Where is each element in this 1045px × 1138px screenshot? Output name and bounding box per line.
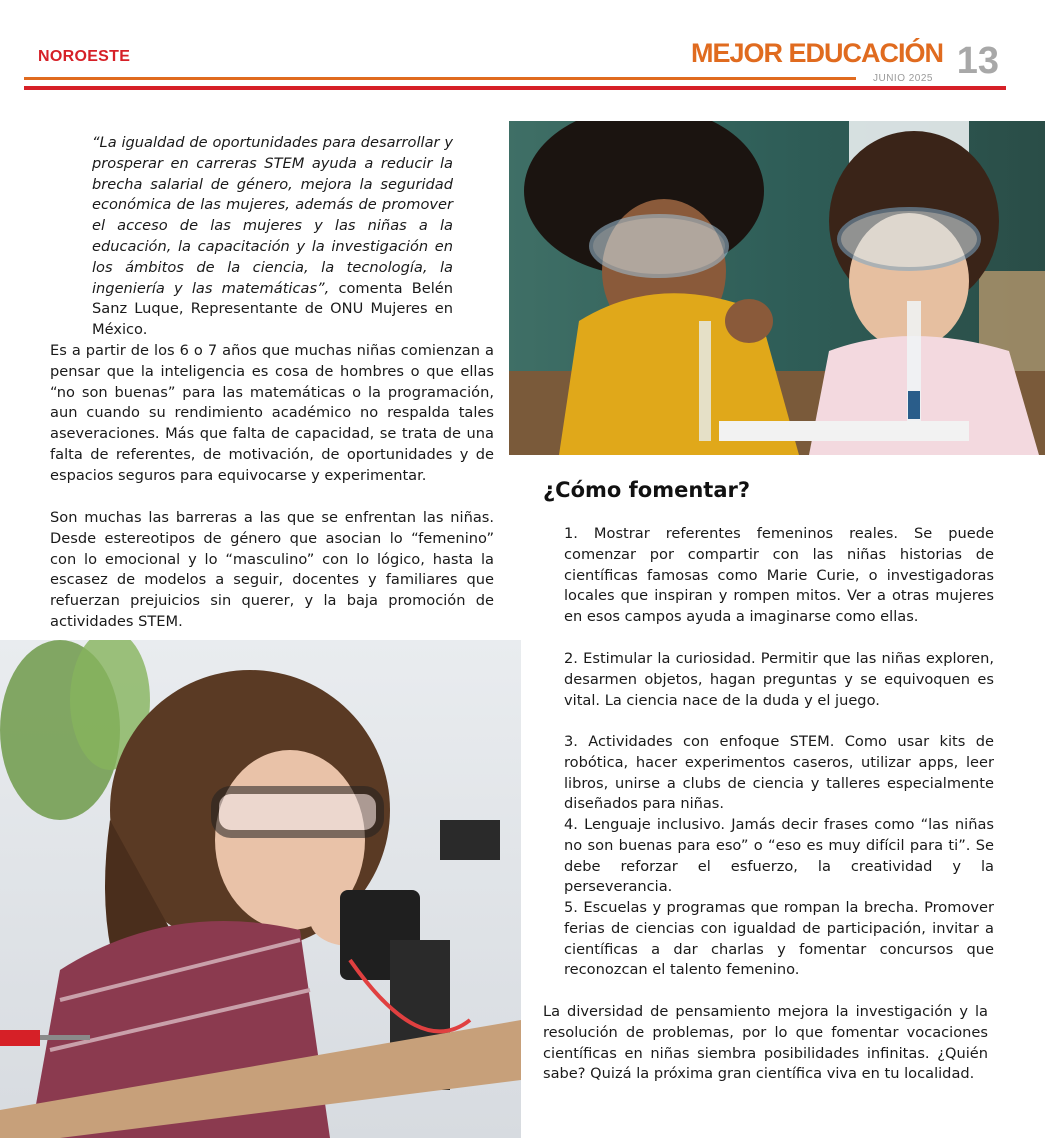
photo-girl-robotics: [0, 640, 521, 1138]
closing-paragraph: La diversidad de pensamiento mejora la investigación y la resolución de problemas, por lo que fomentar vocaciones científicas en niñas siembra posibilidades infinitas. ¿Quién sabe? Quizá la próxima gran científica viva en tu localidad.: [543, 1003, 988, 1083]
quote-text: “La igualdad de oportunidades para desarrollar y prosperar en carreras STEM ayuda a reducir la brecha salarial de género, mejora la seguridad económica de las mujeres, además de promover el acceso de las mujeres y las niñas a la educación, la capacitación y la investigación en los ámbitos de la ciencia, la tecnología, la ingeniería y las matemáticas”,: [92, 134, 453, 297]
tip-2: 2. Estimular la curiosidad. Permitir que las niñas exploren, desarmen objetos, hagan preguntas y se equivoquen es vital. La ciencia nace de la duda y el juego.: [564, 650, 994, 709]
section-heading: ¿Cómo fomentar?: [543, 478, 751, 502]
brand-logo: NOROESTE: [38, 48, 131, 65]
tip-4: 4. Lenguaje inclusivo. Jamás decir frases como “las niñas no son buenas para eso” o “eso es muy difícil para ti”. Se debe reforzar el esfuerzo, la creatividad y la perseverancia.: [564, 816, 994, 896]
page-number: 13: [956, 40, 999, 82]
tip-1: 1. Mostrar referentes femeninos reales. Se puede comenzar por compartir con las niñas historias de científicas famosas como Marie Curie, o investigadoras locales que inspiran y rompen mitos. Ver a otras mujeres en esos campos ayuda a imaginarse como ellas.: [564, 525, 994, 626]
tip-5: 5. Escuelas y programas que rompan la brecha. Promover ferias de ciencias con igualdad de participación, invitar a científicas a dar charlas y fomentar concursos que reconozcan el talento femenino.: [564, 899, 994, 979]
body-paragraph-2: Son muchas las barreras a las que se enfrentan las niñas. Desde estereotipos de género que asocian lo “femenino” con lo emocional y lo “masculino” con lo lógico, hasta la escasez de modelos a seguir, docentes y familiares que refuerzan prejuicios sin querer, y la baja promoción de actividades STEM.: [50, 509, 494, 630]
header-rule-red: [24, 86, 1006, 90]
issue-date: JUNIO 2025: [872, 73, 933, 84]
pull-quote: [92, 133, 453, 341]
quote-attribution: comenta Belén Sanz Luque, Representante de ONU Mujeres en México.: [92, 279, 453, 339]
body-paragraph-1: Es a partir de los 6 o 7 años que muchas niñas comienzan a pensar que la inteligencia es cosa de hombres o que ellas “no son buenas” para las matemáticas o la programación, aun cuando su rendimiento académico no respalda tales aseveraciones. Más que falta de capacidad, se trata de una falta de referentes, de motivación, de oportunidades y de espacios seguros para equivocarse y experimentar.: [50, 342, 494, 484]
section-title: MEJOR EDUCACIÓN: [690, 38, 943, 68]
photo-girls-test-tubes: [509, 121, 1045, 455]
tip-3: 3. Actividades con enfoque STEM. Como usar kits de robótica, hacer experimentos caseros, utilizar apps, leer libros, unirse a clubs de ciencia y talleres especialmente diseñados para niñas.: [564, 733, 994, 813]
header-rule-orange: [24, 77, 856, 80]
